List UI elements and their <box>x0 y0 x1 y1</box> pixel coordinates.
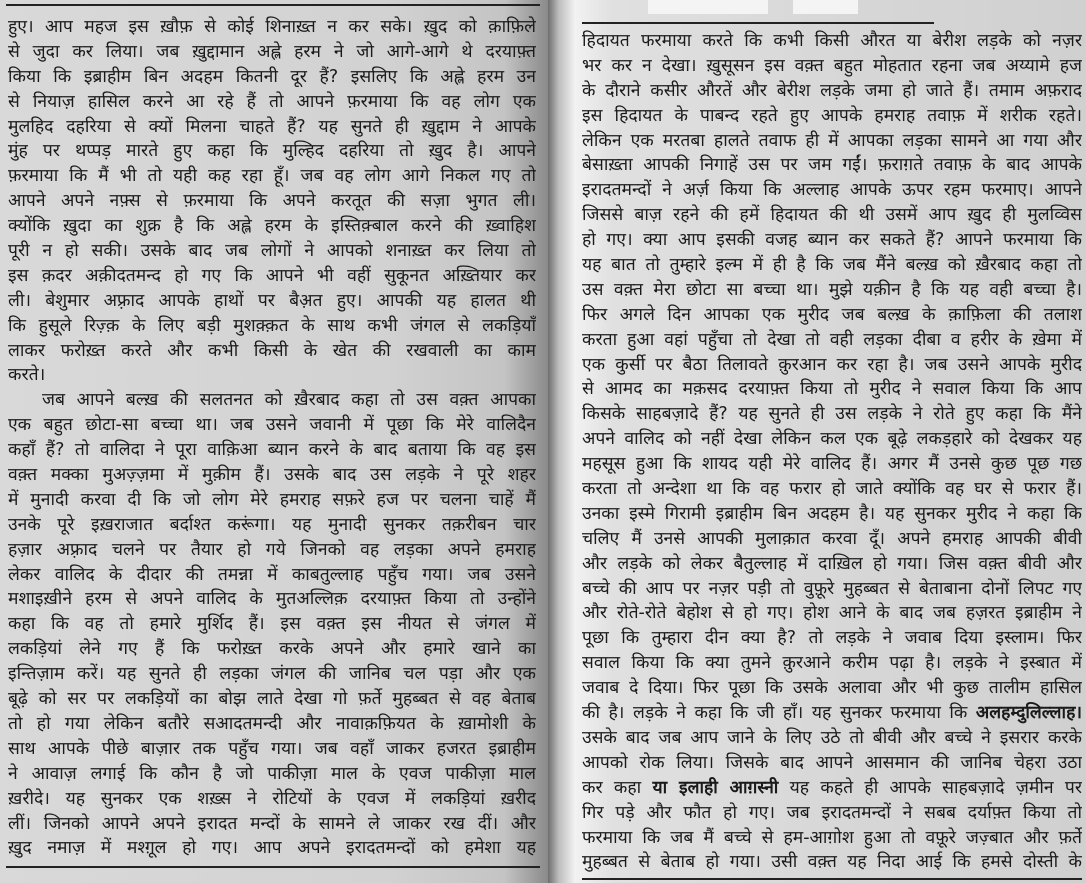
line-text: ख़ुद नमाज़ में मश्ग़ूल हो गए। आप अपने इरादतमन्दों को हमेशा यह <box>8 838 536 859</box>
line-text: उनका इस्मे गिरामी इब्राहीम बिन अदहम है। यह सुनकर मुरीद ने कहा कि <box>582 503 1082 524</box>
line-text: एक कुर्सी पर बैठा तिलावते क़ुरआन कर रहा है। जब उसने आपके मुरीद <box>582 354 1082 375</box>
text-line <box>8 712 536 737</box>
text-line <box>582 353 1082 378</box>
text-line <box>8 662 536 687</box>
line-text: महसूस हुआ कि शायद यही मेरे वालिद हैं। अगर मैं उनसे कुछ पूछ गछ <box>582 454 1082 475</box>
text-line <box>582 776 1082 801</box>
line-text: लीं। जिनको आपने अपने इरादत मन्दों के सामने ले जाकर रख दीं। और <box>8 813 536 834</box>
line-text: भर कर न देखा। ख़ुसूसन इस वक़्त बहुत मोहतात रहना जब अय्यामे हज <box>582 55 1082 76</box>
line-text: कर कहा <box>582 777 653 798</box>
text-line <box>8 513 536 538</box>
line-text: जब आपने बल्ख़ की सलतनत को ख़ैरबाद कहा तो उस वक़्त आपका <box>42 390 536 411</box>
text-line <box>8 438 536 463</box>
text-line <box>582 427 1082 452</box>
text-line <box>582 626 1082 651</box>
line-text: ख़रीदे। यह सुनकर एक शख़्स ने रोटियों के एवज में लकड़ियां ख़रीद <box>8 788 536 809</box>
text-line <box>582 552 1082 577</box>
text-line <box>8 40 536 65</box>
text-line <box>582 79 1082 104</box>
text-line <box>8 289 536 314</box>
page-header-area <box>793 0 858 14</box>
text-line <box>8 264 536 289</box>
line-text: फिर अगले दिन आपका एक मुरीद जब बल्ख़ के क़ाफ़िला की तलाश <box>582 304 1082 325</box>
text-line <box>8 239 536 264</box>
line-text: ली। बेशुमार अफ़्राद आपके हाथों पर बैअ़त हुए। आपकी यह हालत थी <box>8 290 536 311</box>
line-text: बूढ़े को सर पर लकड़ियों का बोझ लाते देखा गो फ़र्ते मुहब्बत से वह बेताब <box>8 689 536 710</box>
line-text: इस हिदायत के पाबन्द रहते हुए आपके हमराह तवाफ़ में शरीक रहते। <box>582 105 1082 126</box>
text-line <box>8 836 536 861</box>
line-text: अपने वालिद को नहीं देखा लेकिन कल एक बूढ़े लकड़हारे को देखकर यह <box>582 429 1082 450</box>
text-line <box>8 812 536 837</box>
text-line <box>582 676 1082 701</box>
line-text: में मुनादी करवा दी कि जो लोग मेरे हमराह सफ़रे हज पर चलना चाहें मैं <box>8 489 536 510</box>
line-text: लेकर वालिद के दीदार की तमन्ना में काबतुल्लाह पहुँच गया। जब उसने <box>8 564 536 585</box>
line-text: बच्चे की आप पर नज़र पड़ी तो वुफ़ूरे मुहब्बत से बेताबाना दोनों लिपट गए <box>582 578 1082 599</box>
line-text: तो हो गया लेकिन बतौरे सआदतमन्दी और नावाक़फ़ियत के ख़ामोशी के <box>8 713 536 734</box>
line-text: हज़ार अफ़्राद चलने पर तैयार हो गये जिनको वह लड़का अपने हमराह <box>8 539 536 560</box>
line-text: बेसाख़्ता आपकी निगाहें उस पर जम गईं। फ़राग़ते तवाफ़ के बाद आपके <box>582 155 1082 176</box>
line-text: लाकर फरोख़्त करते और कभी किसी के खेत की रखवाली का काम <box>8 340 536 361</box>
line-text: फ़रमाया कि मैं भी तो यही कह रहा हूँ। जब वह लोग आगे निकल गए तो <box>8 166 536 187</box>
top-rule <box>582 22 934 24</box>
text-line <box>8 637 536 662</box>
text-line <box>582 477 1082 502</box>
line-text: गिर पड़े और फौत हो गए। जब इरादतमन्दों ने सबब दर्याफ़्त किया तो <box>582 802 1082 823</box>
line-text: से नियाज़ हासिल करने आ रहे हैं तो आपने फ़रमाया कि वह लोग एक <box>8 91 536 112</box>
line-text: से जुदा कर लिया। जब ख़ुद्दामान अह्ले हरम ने जो आगे-आगे थे दरयाफ़्त <box>8 41 536 62</box>
line-text: पूछा कि तुम्हारा दीन क्या है? तो लड़के ने जवाब दिया इस्लाम। फिर <box>582 628 1082 649</box>
line-text: किया कि इब्राहीम बिन अदहम कितनी दूर हैं? इसलिए कि अह्ले हरम उन <box>8 66 536 87</box>
line-text: चलिए मैं उनसे आपकी मुलाक़ात करवा दूँ। अपने हमराह आपकी बीवी <box>582 528 1082 549</box>
text-line <box>8 587 536 612</box>
text-line <box>582 751 1082 776</box>
line-text: मुलहिद दहरिया से क्यों मिलना चाहते हैं? यह सुनते ही ख़ुद्दाम ने आपके <box>8 116 536 137</box>
line-text: फरमाया कि जब मैं बच्चे से हम-आग़ोश हुआ तो वफ़ूरे जज़्बात और फ़र्ते <box>582 827 1082 848</box>
line-text: इस क़दर अक़ीदतमन्द हो गए कि आपने भी वहीं सुकूनत अख़्तियार कर <box>8 265 536 286</box>
line-text: इरादतमन्दों ने अर्ज़ किया कि अल्लाह आपके ऊपर रहम फरमाए। आपने <box>582 180 1082 201</box>
text-line <box>582 178 1082 203</box>
line-text: के दौराने कसीर औरतें और बेरीश लड़के जमा हो जाते हैं। तमाम अफ़राद <box>582 80 1082 101</box>
text-line <box>582 253 1082 278</box>
text-line <box>582 203 1082 228</box>
text-line <box>8 787 536 812</box>
text-line <box>8 363 536 388</box>
line-text: उस वक़्त मेरा छोटा सा बच्चा था। मुझे यक़ीन है कि यह वही बच्चा है। <box>582 279 1082 300</box>
text-line <box>8 413 536 438</box>
text-line <box>8 214 536 239</box>
line-text: उनके पूरे इख़राजात बर्दाश्त करूंगा। यह मुनादी सुनकर तक़रीबन चार <box>8 514 536 535</box>
text-line <box>8 164 536 189</box>
text-line <box>582 402 1082 427</box>
text-line <box>582 328 1082 353</box>
text-line <box>8 339 536 364</box>
left-page-text <box>8 15 536 861</box>
text-line <box>8 737 536 762</box>
text-line <box>582 303 1082 328</box>
text-line <box>8 612 536 637</box>
line-text: से आमद का मक़सद दरयाफ़्त किया तो मुरीद ने सवाल किया कि आप <box>582 379 1082 400</box>
line-text: जिससे बाज़ रहने की हमें हिदायत की थी उसमें आप ख़ुद ही मुलव्विस <box>582 205 1082 226</box>
text-line <box>8 90 536 115</box>
line-text: हुए। आप महज इस ख़ौफ़ से कोई शिनाख़्त न कर सके। ख़ुद को क़ाफ़िले <box>8 17 536 37</box>
line-text: मुंह पर थप्पड़ मारते हुए कहा कि मुल्हिद दहरिया तो ख़ुद है। आपने <box>8 141 536 162</box>
right-page <box>548 0 1086 883</box>
line-text: मुहब्बत से बेताब हो गया। उसी वक़्त यह निदा आई कि हमसे दोस्ती के <box>582 852 1082 873</box>
line-text: की है। लड़के ने कहा कि जी हाँ। यह सुनकर फरमाया कि <box>582 703 976 724</box>
line-text: करते। <box>8 365 46 386</box>
line-text: यह बात तो तुम्हारे इल्म में ही है कि जब मैंने बल्ख़ को ख़ैरबाद कहा तो <box>582 255 1082 276</box>
text-line <box>582 452 1082 477</box>
text-line <box>8 15 536 40</box>
line-text: एक बहुत छोटा-सा बच्चा था। जब उसने जवानी में पूछा कि मेरे वालिदैन <box>8 415 536 436</box>
line-text: वक़्त मक्का मुअज़्ज़मा में मुक़ीम हैं। उसके बाद उस लड़के ने पूरे शहर <box>8 465 536 486</box>
text-line <box>582 527 1082 552</box>
bottom-rule <box>6 866 540 868</box>
text-line <box>582 377 1082 402</box>
line-text: कि हुसूले रिज़्क़ के लिए बड़ी मुशक़्क़त के साथ कभी जंगल से लकड़ियाँ <box>8 315 536 336</box>
text-line <box>582 601 1082 626</box>
text-line <box>582 278 1082 303</box>
text-line <box>582 54 1082 79</box>
line-text: लकड़ियां लेने गए हैं कि फरोख़्त करके अपने और हमारे खाने का <box>8 639 536 660</box>
line-text: आपको रोक लिया। जिसके बाद आपने आसमान की जानिब चेहरा उठा <box>582 752 1082 773</box>
bold-phrase: अलहम्दुलिल्लाह। <box>975 703 1082 724</box>
line-text: सवाल किया कि क्या तुमने क़ुरआने करीम पढ़ा है। लड़के ने इस्बात में <box>582 653 1082 674</box>
line-text: हो गए। क्या आप इसकी वजह ब्यान कर सकते हैं? आपने फरमाया कि <box>582 230 1082 251</box>
line-text: करता हुआ वहां पहुँचा तो देखा तो वही लड़का दीबा व हरीर के ख़ेमा में <box>582 329 1082 350</box>
text-line <box>8 65 536 90</box>
text-line <box>8 563 536 588</box>
text-line <box>582 153 1082 178</box>
right-page-text <box>582 29 1082 875</box>
text-line <box>582 701 1082 726</box>
text-line <box>582 129 1082 154</box>
page-header-area <box>648 0 768 14</box>
text-line <box>8 388 536 413</box>
line-text: क्योंकि ख़ुदा का शुक्र है कि अह्ले हरम के इस्तिक़्बाल करने की ख़्वाहिश <box>8 216 536 237</box>
line-text: और रोते-रोते बेहोश से हो गए। होश आने के बाद जब हज़रत इब्राहीम ने <box>582 603 1082 624</box>
text-line <box>582 726 1082 751</box>
text-line <box>582 29 1082 54</box>
line-text: हिदायत फरमाया करते कि कभी किसी औरत या बेरीश लड़के को नज़र <box>582 31 1082 51</box>
line-text: यह कहते ही आपके साहबज़ादे ज़मीन पर <box>778 777 1082 798</box>
line-text: आपने अपने नफ़्स से फ़रमाया कि अपने करतूत की सज़ा भुगत ली। <box>8 191 536 212</box>
text-line <box>582 502 1082 527</box>
line-text: इन्तिज़ाम करें। यह सुनते ही लड़का जंगल की जानिब चल पड़ा और एक <box>8 664 536 685</box>
line-text: किसके साहबज़ादे हैं? यह सुनते ही उस लड़के ने रोते हुए कहा कि मैंने <box>582 404 1082 425</box>
text-line <box>582 228 1082 253</box>
text-line <box>8 115 536 140</box>
bottom-rule <box>582 878 1082 880</box>
text-line <box>8 139 536 164</box>
text-line <box>582 577 1082 602</box>
text-line <box>582 801 1082 826</box>
line-text: पूरी न हो सकी। उसके बाद जब लोगों ने आपको शनाख़्त कर लिया तो <box>8 241 536 262</box>
text-line <box>582 104 1082 129</box>
line-text: लेकिन एक मरतबा हालते तवाफ ही में आपका लड़का सामने आ गया और <box>582 130 1082 151</box>
text-line <box>582 651 1082 676</box>
text-line <box>8 687 536 712</box>
line-text: ने आवाज़ लगाई कि कौन है जो पाकीज़ा माल के एवज पाकीज़ा माल <box>8 763 536 784</box>
text-line <box>582 826 1082 851</box>
line-text: उसके बाद जब आप जाने के लिए उठे तो बीवी और बच्चे ने इसरार करके <box>582 727 1082 748</box>
line-text: कहाँ हैं? तो वालिदा ने पूरा वाक़िआ ब्यान करने के बाद बताया कि वह इस <box>8 440 536 461</box>
bold-phrase: या इलाही आग़स्नी <box>652 777 779 798</box>
text-line <box>8 538 536 563</box>
line-text: मशाइख़ीने हरम से अपने वालिद के मुतअल्लिक़ दरयाफ़्त किया तो उन्होंने <box>8 589 536 610</box>
text-line <box>8 314 536 339</box>
text-line <box>8 762 536 787</box>
text-line <box>8 189 536 214</box>
text-line <box>8 463 536 488</box>
line-text: करता तो अन्देशा था कि वह फरार हो जाते क्योंकि वह घर से फरार हैं। <box>582 479 1082 500</box>
line-text: साथ आपके पीछे बाज़ार तक पहुँच गया। जब वहाँ जाकर हजरत इब्राहीम <box>8 738 536 759</box>
line-text: कहा कि वह तो हमारे मुर्शिद हैं। इस वक़्त इस नीयत से जंगल में <box>8 614 536 635</box>
line-text: जवाब दे दिया। फिर पूछा कि उसके अलावा और भी कुछ तालीम हासिल <box>582 678 1082 699</box>
line-text: और लड़के को लेकर बैतुल्लाह में दाख़िल हो गया। जिस वक़्त बीवी और <box>582 553 1082 574</box>
top-rule <box>6 4 540 6</box>
text-line <box>582 850 1082 875</box>
text-line <box>8 488 536 513</box>
